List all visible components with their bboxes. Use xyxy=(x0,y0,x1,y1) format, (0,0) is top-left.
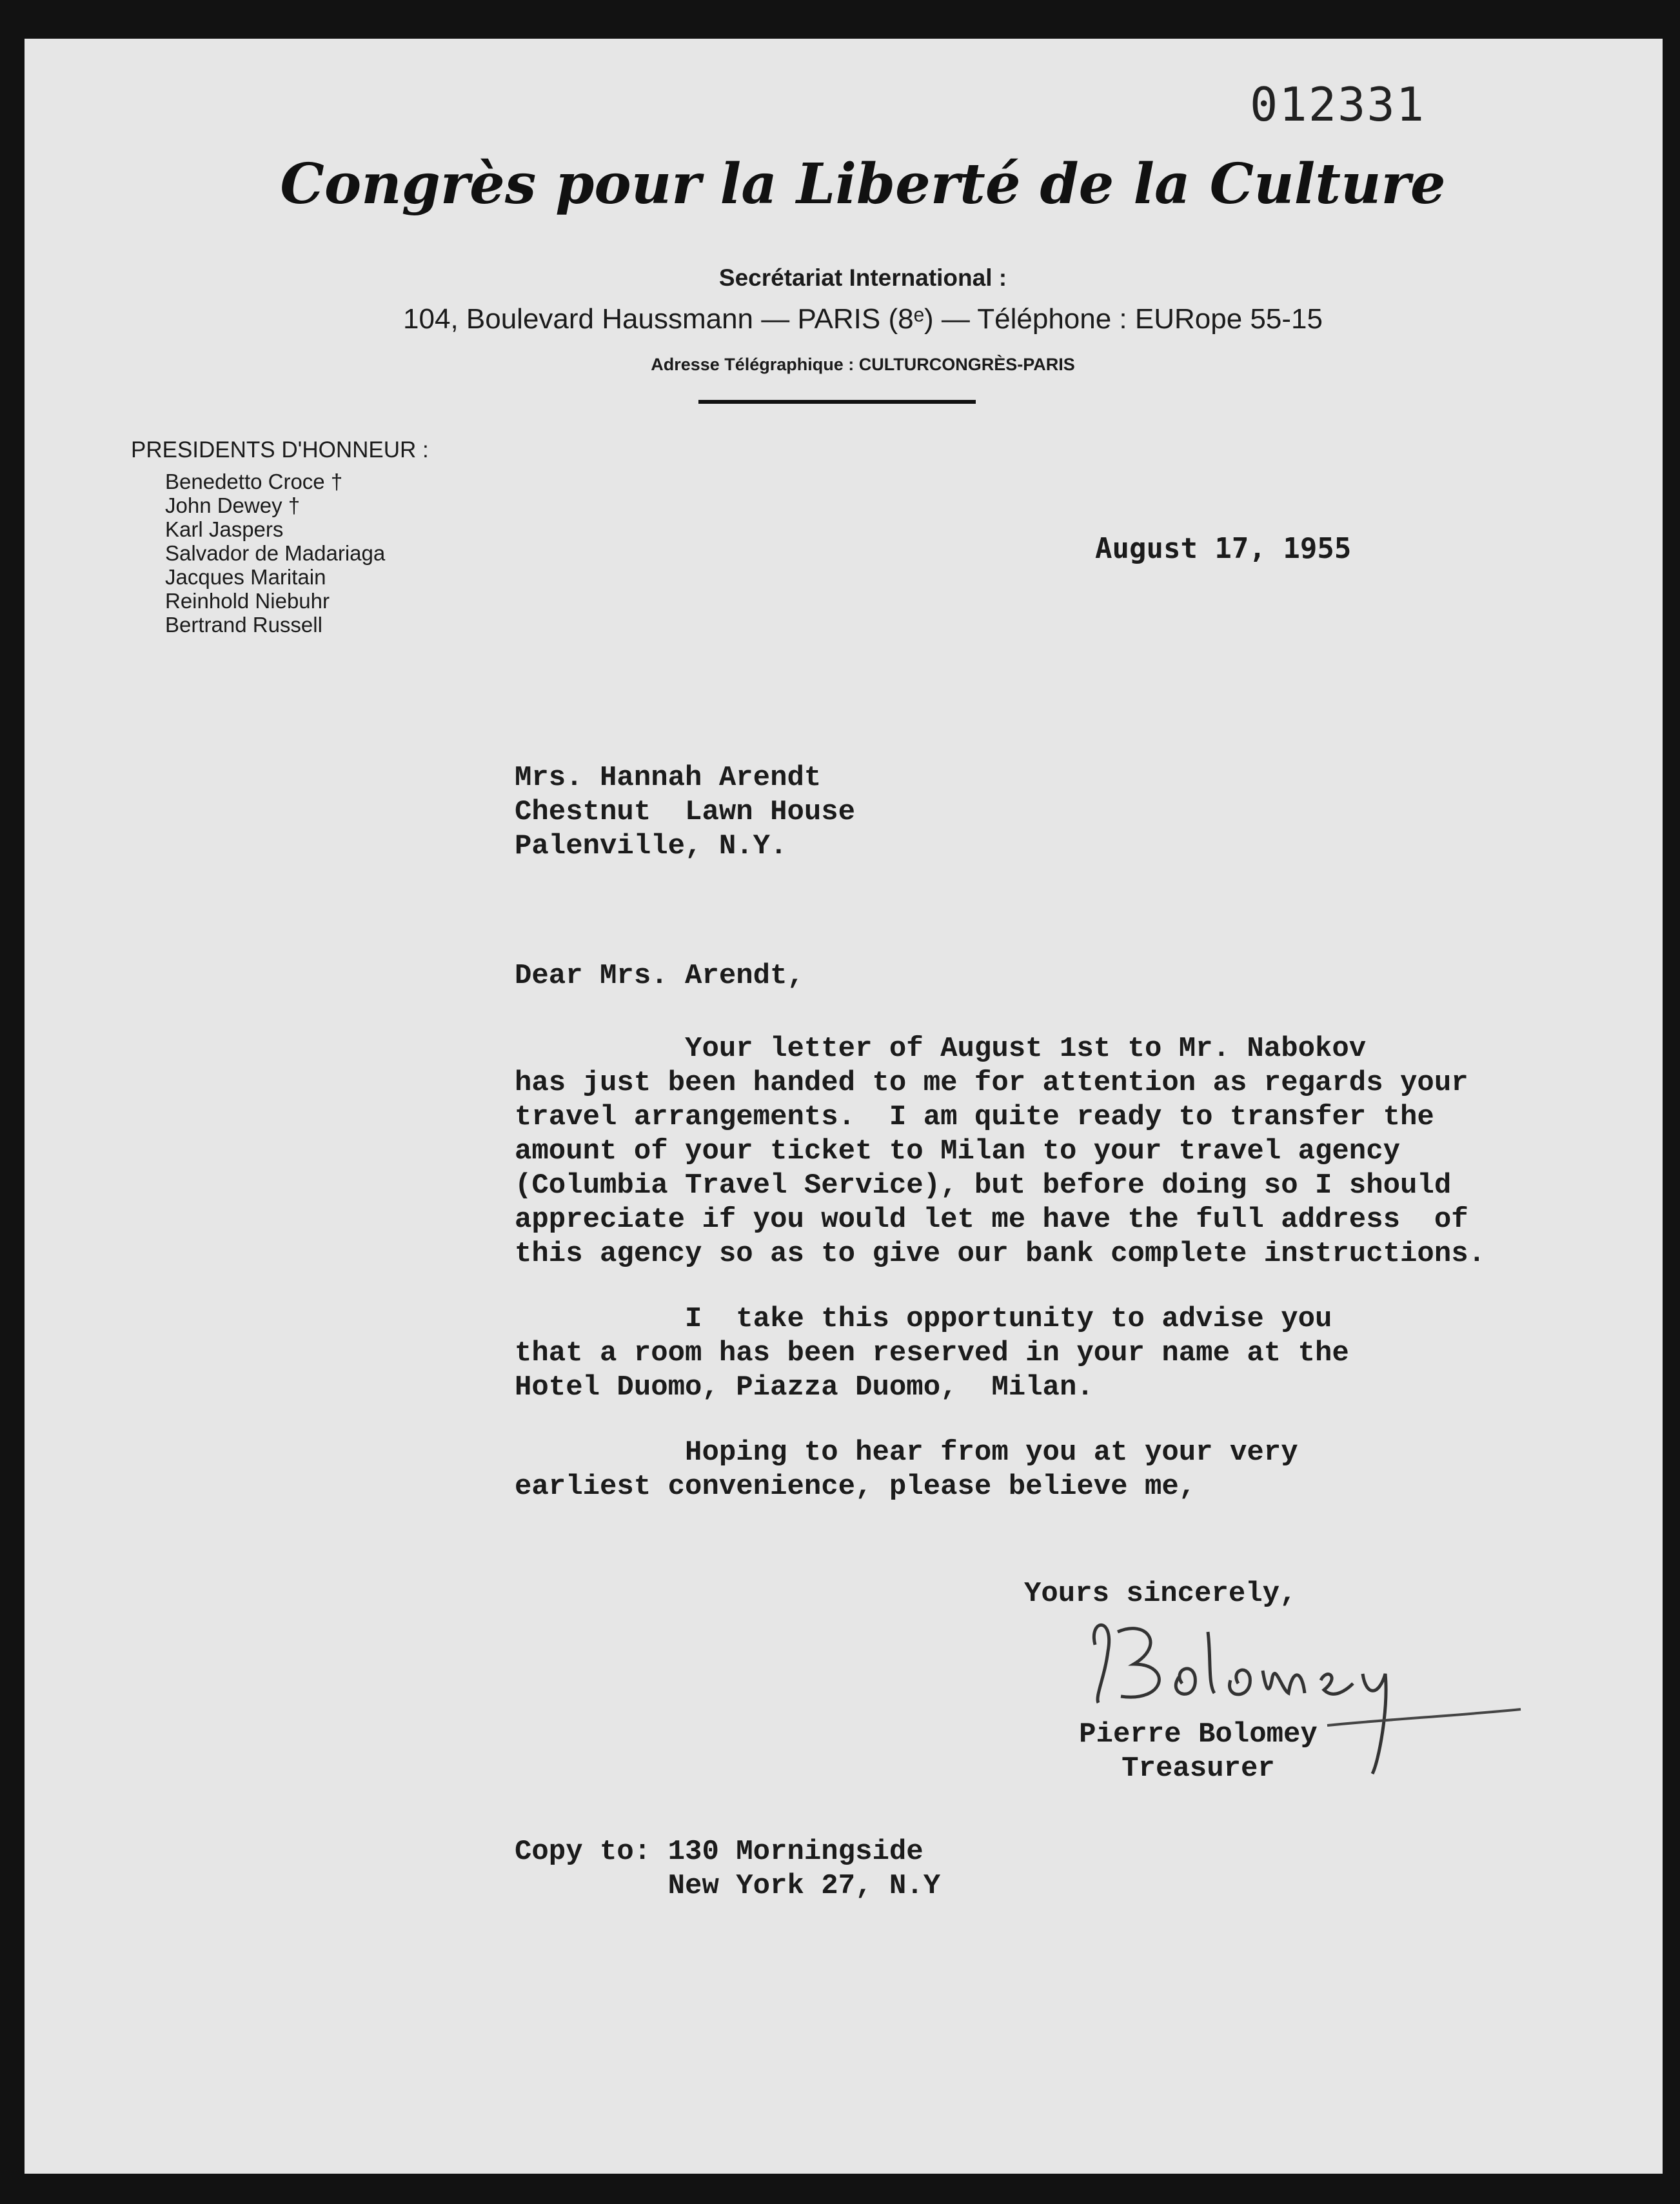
salutation: Dear Mrs. Arendt, xyxy=(515,960,804,992)
recipient-address xyxy=(515,761,855,864)
body-line: Hoping to hear from you at your very xyxy=(515,1436,1298,1469)
paragraph-2 xyxy=(515,1302,1495,1405)
president-name: Reinhold Niebuhr xyxy=(165,589,330,613)
president-name: Karl Jaspers xyxy=(165,517,284,541)
copy-to-line: Copy to: 130 Morningside xyxy=(515,1836,924,1868)
body-line: appreciate if you would let me have the full address of xyxy=(515,1204,1468,1236)
body-line: Your letter of August 1st to Mr. Nabokov xyxy=(515,1033,1367,1065)
signer-title: Treasurer xyxy=(1122,1752,1275,1785)
signer-name: Pierre Bolomey xyxy=(1079,1718,1318,1751)
letterhead-rule xyxy=(698,400,976,404)
letter-date: August 17, 1955 xyxy=(1095,532,1352,565)
serial-number: 012331 xyxy=(1250,77,1426,132)
signer-block xyxy=(1056,1718,1340,1786)
president-name: Benedetto Croce † xyxy=(165,470,343,493)
body-line: Hotel Duomo, Piazza Duomo, Milan. xyxy=(515,1371,1094,1404)
body-line: this agency so as to give our bank complete instructions. xyxy=(515,1238,1486,1270)
presidents-list xyxy=(165,470,385,637)
letterhead-address: 104, Boulevard Haussmann — PARIS (8ᵉ) — Téléphone : EURope 55-15 xyxy=(403,303,1323,335)
body-line: has just been handed to me for attention as regards your xyxy=(515,1067,1468,1099)
president-name: Bertrand Russell xyxy=(165,613,322,637)
body-line: travel arrangements. I am quite ready to transfer the xyxy=(515,1101,1434,1133)
recipient-line: Mrs. Hannah Arendt xyxy=(515,762,822,794)
organization-name: Congrès pour la Liberté de la Culture xyxy=(280,152,1446,217)
body-line: amount of your ticket to Milan to your travel agency xyxy=(515,1135,1401,1167)
paragraph-1 xyxy=(515,1032,1495,1271)
president-name: Salvador de Madariaga xyxy=(165,541,386,565)
secretariat-label: Secrétariat International : xyxy=(718,264,1007,291)
copy-to-line: New York 27, N.Y xyxy=(515,1870,941,1902)
paragraph-3 xyxy=(515,1436,1495,1504)
closing: Yours sincerely, xyxy=(1024,1578,1297,1610)
letter-body xyxy=(515,1032,1495,1504)
telegraph-address: Adresse Télégraphique : CULTURCONGRÈS-PARIS xyxy=(651,355,1075,374)
body-line: earliest convenience, please believe me, xyxy=(515,1471,1196,1503)
letter-page xyxy=(25,39,1663,2174)
recipient-line: Palenville, N.Y. xyxy=(515,830,787,862)
presidents-heading: PRESIDENTS D'HONNEUR : xyxy=(131,437,429,462)
body-line: that a room has been reserved in your name at the xyxy=(515,1337,1349,1369)
body-line: (Columbia Travel Service), but before doing so I should xyxy=(515,1169,1452,1202)
body-line: I take this opportunity to advise you xyxy=(515,1303,1332,1335)
president-name: Jacques Maritain xyxy=(165,565,326,589)
copy-to xyxy=(515,1835,940,1903)
recipient-line: Chestnut Lawn House xyxy=(515,796,856,828)
president-name: John Dewey † xyxy=(165,493,301,517)
